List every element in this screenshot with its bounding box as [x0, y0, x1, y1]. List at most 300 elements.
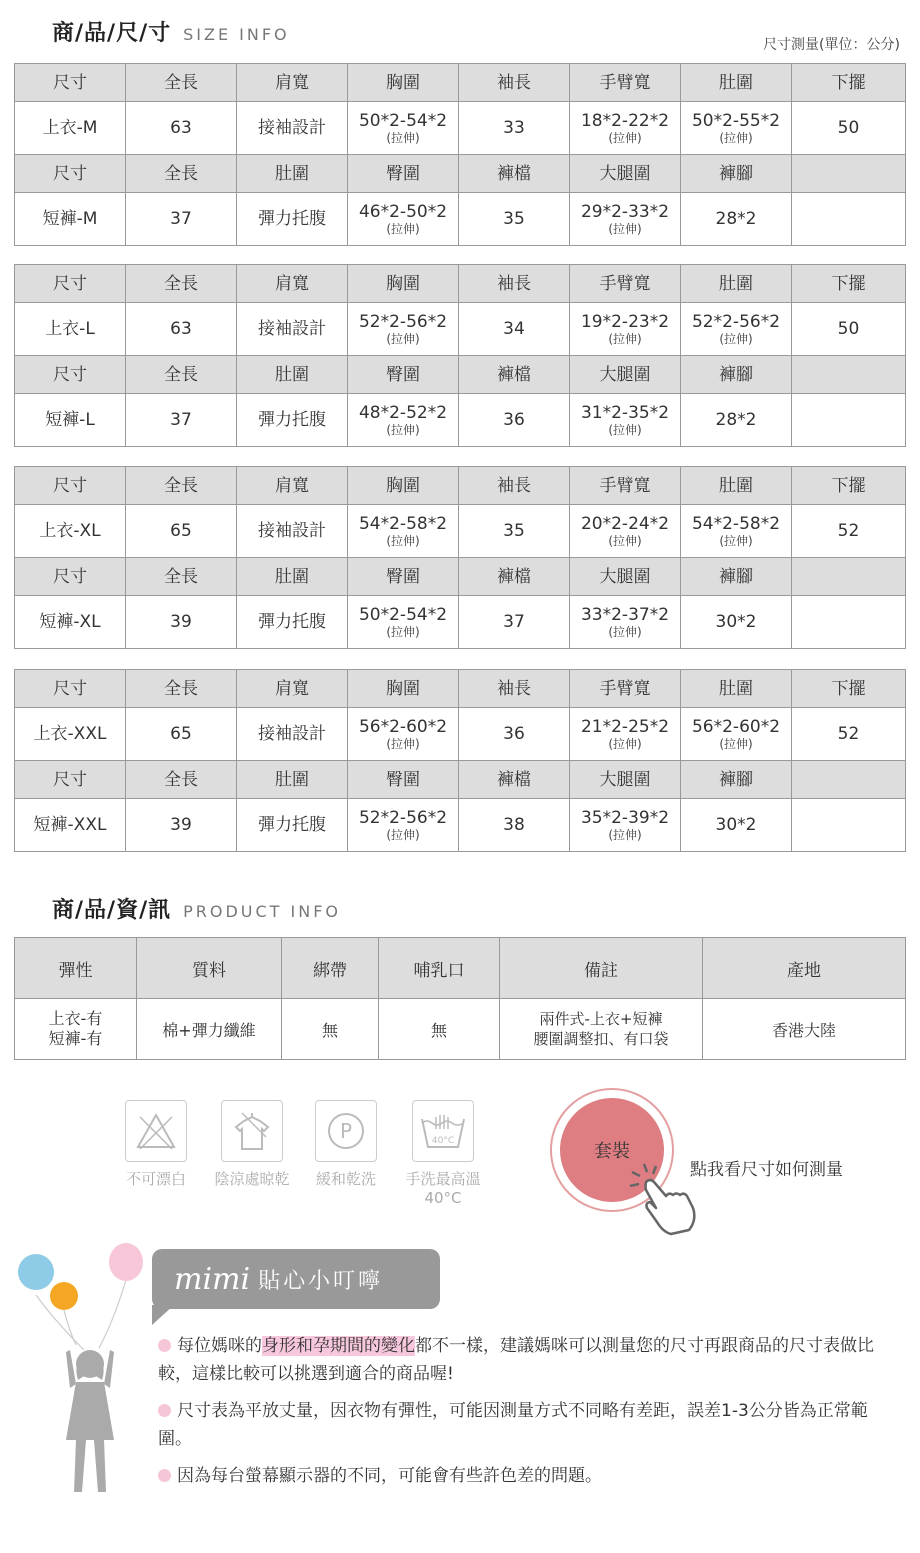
header-notes: 備註: [500, 938, 703, 999]
value-cell: [15, 596, 126, 649]
header-cell: [15, 155, 126, 193]
cell-text: 尺寸: [53, 678, 87, 699]
cell-text: 39: [170, 612, 192, 632]
value-cell: [459, 303, 570, 356]
unit-note: 尺寸測量(單位：公分): [763, 37, 900, 53]
value-cell: [348, 799, 459, 852]
value-cell: [348, 505, 459, 558]
header-cell: [459, 155, 570, 193]
cell-text: 袖長: [497, 678, 531, 699]
orange-balloon: [50, 1282, 78, 1310]
header-cell: [459, 467, 570, 505]
care-label-no-bleach: 不可漂白: [125, 1170, 186, 1188]
header-cell: [570, 467, 681, 505]
shorts-value-row: [15, 394, 906, 447]
cell-text: 54*2-58*2: [691, 514, 781, 534]
cell-text: 63: [170, 118, 192, 138]
svg-text:P: P: [339, 1119, 353, 1143]
cell-text: 上衣-L: [45, 319, 95, 339]
tip-item-2: [158, 1397, 888, 1453]
cell-text: 39: [170, 815, 192, 835]
value-cell: [348, 193, 459, 246]
notes-line-1: 兩件式-上衣+短褲: [539, 1010, 663, 1028]
stretch-note: (拉伸): [608, 625, 642, 639]
cell-text: 35: [503, 209, 525, 229]
header-cell: [126, 670, 237, 708]
header-cell: [570, 356, 681, 394]
value-cell: [570, 596, 681, 649]
dry-clean-icon: [315, 1100, 377, 1162]
value-cell: [792, 596, 906, 649]
cell-text: 臀圍: [386, 163, 420, 184]
header-cell: [15, 64, 126, 102]
cell-text: 全長: [164, 163, 198, 184]
value-cell: [237, 394, 348, 447]
header-cell: [792, 467, 906, 505]
header-cell: [681, 155, 792, 193]
value-cell: [126, 708, 237, 761]
value-cell: [126, 394, 237, 447]
header-cell: [237, 64, 348, 102]
value-strap: 無: [282, 999, 379, 1060]
cell-text: 接袖設計: [258, 319, 326, 339]
cell-text: 54*2-58*2: [358, 514, 448, 534]
header-cell: [459, 356, 570, 394]
size-header-row: [15, 761, 906, 799]
cell-text: 33*2-37*2: [580, 605, 670, 625]
header-cell: [792, 155, 906, 193]
tip-item-1: [158, 1332, 888, 1388]
cell-text: 短褲-XL: [39, 612, 101, 632]
cell-text: 上衣-XXL: [33, 724, 107, 744]
cell-text: 38: [503, 815, 525, 835]
header-cell: [459, 265, 570, 303]
cell-text: 袖長: [497, 475, 531, 496]
header-cell: [15, 761, 126, 799]
value-cell: [15, 394, 126, 447]
size-table: [14, 63, 906, 246]
care-no-bleach: [118, 1100, 194, 1189]
notes-line-2: 腰圍調整扣、有口袋: [533, 1030, 669, 1048]
cell-text: 全長: [164, 72, 198, 93]
header-material: 質料: [137, 938, 282, 999]
cell-text: 50: [837, 118, 860, 138]
cell-text: 下擺: [831, 475, 866, 496]
girl-with-balloons-illustration: [14, 1240, 154, 1540]
header-cell: [126, 64, 237, 102]
cell-text: 48*2-52*2: [358, 403, 448, 423]
cell-text: 臀圍: [386, 566, 420, 587]
value-cell: [459, 193, 570, 246]
cell-text: 褲檔: [497, 364, 531, 385]
cell-text: 大腿圍: [599, 364, 651, 385]
header-cell: [570, 558, 681, 596]
value-notes: [500, 999, 703, 1060]
value-cell: [15, 193, 126, 246]
value-cell: [681, 505, 792, 558]
header-cell: [126, 467, 237, 505]
value-cell: [681, 193, 792, 246]
header-cell: [126, 265, 237, 303]
stretch-note: (拉伸): [386, 534, 420, 548]
size-title-cn: 商/品/尺/寸: [52, 21, 172, 46]
cell-text: 全長: [164, 769, 198, 790]
cell-text: 手臂寬: [599, 273, 651, 294]
banner-tail-icon: [152, 1305, 174, 1325]
stretch-note: (拉伸): [719, 737, 753, 751]
value-cell: [348, 394, 459, 447]
value-cell: [459, 596, 570, 649]
value-cell: [126, 505, 237, 558]
stretch-note: (拉伸): [608, 332, 642, 346]
header-nursing: 哺乳口: [379, 938, 500, 999]
stretch-note: (拉伸): [608, 423, 642, 437]
cell-text: 52*2-56*2: [691, 312, 781, 332]
value-cell: [570, 505, 681, 558]
cell-text: 全長: [164, 475, 198, 496]
cell-text: 接袖設計: [258, 521, 326, 541]
cell-text: 37: [503, 612, 525, 632]
header-cell: [681, 467, 792, 505]
cell-text: 肚圍: [719, 273, 753, 294]
header-cell: [792, 558, 906, 596]
cell-text: 18*2-22*2: [580, 111, 670, 131]
cell-text: 尺寸: [53, 72, 87, 93]
value-cell: [459, 505, 570, 558]
value-cell: [570, 193, 681, 246]
value-cell: [792, 394, 906, 447]
stretch-note: (拉伸): [608, 222, 642, 236]
cell-text: 手臂寬: [599, 475, 651, 496]
value-cell: [459, 799, 570, 852]
value-cell: [792, 505, 906, 558]
header-cell: [126, 761, 237, 799]
top-value-row: [15, 505, 906, 558]
header-cell: [237, 558, 348, 596]
value-cell: [459, 394, 570, 447]
cell-text: 21*2-25*2: [580, 717, 670, 737]
cell-text: 褲檔: [497, 769, 531, 790]
cell-text: 大腿圍: [599, 769, 651, 790]
product-title-en: PRODUCT INFO: [183, 902, 342, 921]
header-cell: [792, 670, 906, 708]
tip-3-text: 因為每台螢幕顯示器的不同，可能會有些許色差的問題。: [177, 1466, 602, 1486]
top-value-row: [15, 303, 906, 356]
header-cell: [15, 670, 126, 708]
care-label-shade-dry: 陰涼處晾乾: [214, 1170, 290, 1188]
value-origin: 香港大陸: [703, 999, 906, 1060]
header-cell: [126, 558, 237, 596]
shade-dry-icon: [221, 1100, 283, 1162]
size-header-row: [15, 467, 906, 505]
cell-text: 28*2: [715, 410, 757, 430]
cell-text: 褲腳: [719, 364, 753, 385]
cell-text: 下擺: [831, 273, 866, 294]
care-dry-clean: [308, 1100, 384, 1189]
cell-text: 大腿圍: [599, 163, 651, 184]
value-cell: [126, 596, 237, 649]
cell-text: 褲腳: [719, 566, 753, 587]
cell-text: 肚圍: [275, 769, 309, 790]
header-cell: [570, 64, 681, 102]
tip-bullet-icon: [158, 1339, 171, 1352]
value-cell: [681, 596, 792, 649]
cell-text: 尺寸: [53, 475, 87, 496]
cell-text: 尺寸: [53, 566, 87, 587]
elasticity-shorts: 短褲-有: [48, 1029, 103, 1048]
cell-text: 56*2-60*2: [691, 717, 781, 737]
measure-guide-link[interactable]: 點我看尺寸如何測量: [690, 1160, 843, 1180]
size-header-row: [15, 64, 906, 102]
cell-text: 短褲-M: [42, 209, 98, 229]
pink-balloon: [109, 1243, 143, 1281]
value-cell: [459, 102, 570, 155]
cell-text: 50*2-54*2: [358, 605, 448, 625]
cell-text: 19*2-23*2: [580, 312, 670, 332]
value-cell: [570, 708, 681, 761]
header-cell: [126, 356, 237, 394]
stretch-note: (拉伸): [386, 828, 420, 842]
no-bleach-icon: [125, 1100, 187, 1162]
care-label-hand-wash: 手洗最高溫: [405, 1170, 481, 1188]
size-header-row: [15, 558, 906, 596]
header-cell: [15, 558, 126, 596]
cell-text: 肚圍: [275, 566, 309, 587]
cell-text: 短褲-XXL: [33, 815, 107, 835]
header-cell: [681, 356, 792, 394]
value-cell: [570, 394, 681, 447]
cell-text: 肩寬: [275, 678, 309, 699]
value-nursing: 無: [379, 999, 500, 1060]
cell-text: 褲腳: [719, 769, 753, 790]
header-cell: [348, 761, 459, 799]
header-cell: [348, 155, 459, 193]
cell-text: 尺寸: [53, 364, 87, 385]
cell-text: 下擺: [831, 678, 866, 699]
cell-text: 52: [837, 724, 860, 744]
cell-text: 手臂寬: [599, 678, 651, 699]
tip-bullet-icon: [158, 1469, 171, 1482]
cell-text: 肚圍: [719, 678, 753, 699]
header-cell: [792, 761, 906, 799]
cell-text: 接袖設計: [258, 724, 326, 744]
hand-wash-temp: 40°C: [431, 1136, 455, 1146]
cell-text: 20*2-24*2: [580, 514, 670, 534]
header-cell: [681, 761, 792, 799]
cell-text: 尺寸: [53, 769, 87, 790]
top-value-row: [15, 708, 906, 761]
cell-text: 46*2-50*2: [358, 202, 448, 222]
cell-text: 臀圍: [386, 364, 420, 385]
header-cell: [237, 265, 348, 303]
hand-wash-icon: [412, 1100, 474, 1162]
cell-text: 接袖設計: [258, 118, 326, 138]
size-header-row: [15, 155, 906, 193]
cell-text: 35: [503, 521, 525, 541]
cell-text: 全長: [164, 678, 198, 699]
cell-text: 胸圍: [386, 72, 420, 93]
stretch-note: (拉伸): [386, 131, 420, 145]
stretch-note: (拉伸): [719, 534, 753, 548]
stretch-note: (拉伸): [608, 131, 642, 145]
tips-banner: [152, 1249, 440, 1309]
care-shade-dry: [206, 1100, 298, 1189]
cell-text: 褲檔: [497, 163, 531, 184]
cell-text: 手臂寬: [599, 72, 651, 93]
value-cell: [792, 193, 906, 246]
value-cell: [681, 394, 792, 447]
tip-1-after: 都不一樣，建議媽咪可以測量您的尺寸再跟商品的尺寸表做比較，這樣比較可以挑選到適合的商品喔!: [158, 1336, 874, 1384]
cell-text: 全長: [164, 566, 198, 587]
size-info-title: [52, 16, 290, 47]
cell-text: 彈力托腹: [258, 612, 326, 632]
cell-text: 尺寸: [53, 163, 87, 184]
value-cell: [681, 303, 792, 356]
cell-text: 35*2-39*2: [580, 808, 670, 828]
cell-text: 全長: [164, 364, 198, 385]
header-cell: [570, 265, 681, 303]
size-table: [14, 669, 906, 852]
cell-text: 肩寬: [275, 72, 309, 93]
value-cell: [792, 799, 906, 852]
value-cell: [681, 799, 792, 852]
shorts-value-row: [15, 193, 906, 246]
cell-text: 尺寸: [53, 273, 87, 294]
cell-text: 彈力托腹: [258, 815, 326, 835]
header-cell: [792, 64, 906, 102]
header-cell: [459, 670, 570, 708]
cell-text: 65: [170, 521, 192, 541]
header-origin: 產地: [703, 938, 906, 999]
stretch-note: (拉伸): [608, 534, 642, 548]
value-cell: [570, 799, 681, 852]
cell-text: 34: [503, 319, 525, 339]
header-strap: 綁帶: [282, 938, 379, 999]
cell-text: 52*2-56*2: [358, 312, 448, 332]
cell-text: 全長: [164, 273, 198, 294]
cell-text: 胸圍: [386, 678, 420, 699]
cell-text: 50*2-54*2: [358, 111, 448, 131]
cell-text: 52: [837, 521, 860, 541]
stretch-note: (拉伸): [386, 332, 420, 346]
header-cell: [681, 64, 792, 102]
header-cell: [348, 265, 459, 303]
cell-text: 彈力托腹: [258, 410, 326, 430]
value-cell: [348, 102, 459, 155]
shorts-value-row: [15, 799, 906, 852]
header-cell: [126, 155, 237, 193]
tip-2-text: 尺寸表為平放丈量，因衣物有彈性，可能因測量方式不同略有差距，誤差1-3公分皆為正常範圍。: [158, 1401, 868, 1449]
product-info-value-row: [15, 999, 906, 1060]
stretch-note: (拉伸): [608, 737, 642, 751]
tip-1-before: 每位媽咪的: [177, 1336, 262, 1356]
value-cell: [570, 303, 681, 356]
header-cell: [15, 265, 126, 303]
tips-brand: mimi: [174, 1261, 251, 1297]
header-elasticity: 彈性: [15, 938, 137, 999]
value-cell: [126, 799, 237, 852]
product-info-header-row: [15, 938, 906, 999]
stretch-note: (拉伸): [719, 131, 753, 145]
care-hand-wash: [398, 1100, 488, 1207]
value-cell: [348, 596, 459, 649]
tip-1-highlight: 身形和孕期間的變化: [262, 1336, 415, 1356]
size-header-row: [15, 670, 906, 708]
header-cell: [570, 670, 681, 708]
value-elasticity: [15, 999, 137, 1060]
header-cell: [348, 356, 459, 394]
value-cell: [237, 102, 348, 155]
cell-text: 37: [170, 410, 192, 430]
cell-text: 臀圍: [386, 769, 420, 790]
cell-text: 上衣-M: [42, 118, 98, 138]
value-cell: [792, 303, 906, 356]
cell-text: 肚圍: [719, 72, 753, 93]
value-cell: [15, 102, 126, 155]
cell-text: 29*2-33*2: [580, 202, 670, 222]
header-cell: [348, 64, 459, 102]
set-badge-label: 套裝: [594, 1141, 630, 1162]
tips-title: 貼心小叮嚀: [258, 1268, 384, 1294]
size-header-row: [15, 265, 906, 303]
stretch-note: (拉伸): [386, 423, 420, 437]
product-info-table: [14, 937, 906, 1060]
cell-text: 33: [503, 118, 525, 138]
elasticity-top: 上衣-有: [48, 1009, 103, 1028]
tip-item-3: [158, 1462, 888, 1490]
value-cell: [237, 193, 348, 246]
cell-text: 袖長: [497, 72, 531, 93]
cell-text: 褲腳: [719, 163, 753, 184]
stretch-note: (拉伸): [386, 737, 420, 751]
stretch-note: (拉伸): [386, 625, 420, 639]
cell-text: 50*2-55*2: [691, 111, 781, 131]
header-cell: [681, 265, 792, 303]
value-cell: [237, 505, 348, 558]
value-cell: [792, 102, 906, 155]
cell-text: 上衣-XL: [39, 521, 101, 541]
value-cell: [126, 303, 237, 356]
cell-text: 肩寬: [275, 475, 309, 496]
value-cell: [459, 708, 570, 761]
cell-text: 袖長: [497, 273, 531, 294]
cell-text: 31*2-35*2: [580, 403, 670, 423]
size-title-en: SIZE INFO: [183, 25, 290, 44]
cell-text: 63: [170, 319, 192, 339]
value-cell: [15, 708, 126, 761]
header-cell: [459, 761, 570, 799]
value-cell: [348, 708, 459, 761]
cell-text: 30*2: [715, 815, 757, 835]
cell-text: 52*2-56*2: [358, 808, 448, 828]
header-cell: [570, 155, 681, 193]
value-cell: [126, 193, 237, 246]
cell-text: 56*2-60*2: [358, 717, 448, 737]
cell-text: 大腿圍: [599, 566, 651, 587]
header-cell: [348, 467, 459, 505]
care-label-dry-clean: 緩和乾洗: [315, 1170, 376, 1188]
cell-text: 短褲-L: [45, 410, 95, 430]
value-cell: [237, 708, 348, 761]
cell-text: 肚圍: [275, 364, 309, 385]
cell-text: 37: [170, 209, 192, 229]
header-cell: [681, 670, 792, 708]
header-cell: [459, 64, 570, 102]
cell-text: 胸圍: [386, 273, 420, 294]
value-cell: [15, 303, 126, 356]
header-cell: [348, 558, 459, 596]
value-cell: [237, 303, 348, 356]
